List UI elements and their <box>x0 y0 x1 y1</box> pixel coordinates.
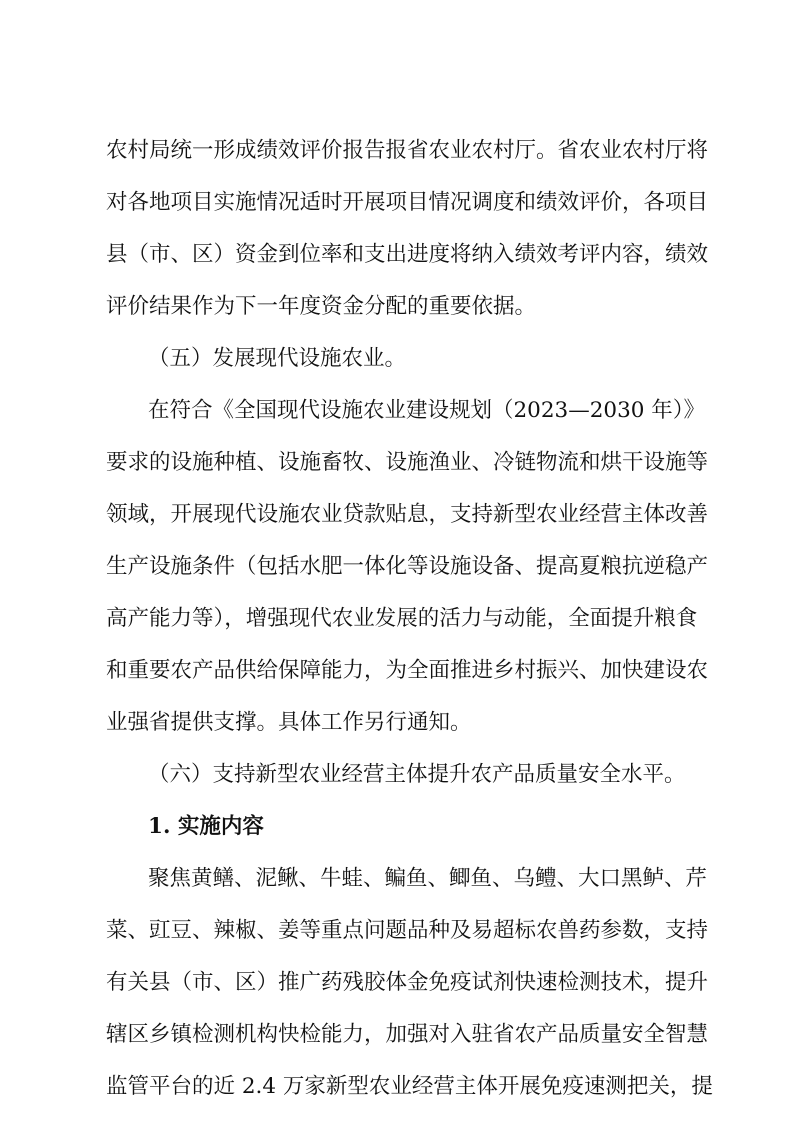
body-text-line: 和重要农产品供给保障能力，为全面推进乡村振兴、加快建设农 <box>106 658 709 683</box>
body-text-line: 对各地项目实施情况适时开展项目情况调度和绩效评价，各项目 <box>106 190 709 215</box>
body-text-line: 要求的设施种植、设施畜牧、设施渔业、冷链物流和烘干设施等 <box>106 450 709 475</box>
body-text-line: 业强省提供支撑。具体工作另行通知。 <box>106 710 472 735</box>
body-text-line: 高产能力等），增强现代农业发展的活力与动能，全面提升粮食 <box>106 606 698 631</box>
body-text-line: 领域，开展现代设施农业贷款贴息，支持新型农业经营主体改善 <box>106 502 709 527</box>
body-text-line: 评价结果作为下一年度资金分配的重要依据。 <box>106 294 537 319</box>
body-text-line: 生产设施条件（包括水肥一体化等设施设备、提高夏粮抗逆稳产 <box>106 554 709 579</box>
body-text-line: 农村局统一形成绩效评价报告报省农业农村厅。省农业农村厅将 <box>106 138 709 163</box>
section-heading: （五）发展现代设施农业。 <box>148 346 407 371</box>
body-text-line: 辖区乡镇检测机构快检能力，加强对入驻省农产品质量安全智慧 <box>106 1022 709 1047</box>
subsection-heading: 1. 实施内容 <box>148 814 264 839</box>
body-text-line: 菜、豇豆、辣椒、姜等重点问题品种及易超标农兽药参数，支持 <box>106 918 709 943</box>
body-text-line: 监管平台的近 2.4 万家新型农业经营主体开展免疫速测把关，提 <box>106 1074 713 1099</box>
body-text-line: 聚焦黄鳝、泥鳅、牛蛙、鳊鱼、鲫鱼、乌鳢、大口黑鲈、芹 <box>148 866 708 891</box>
section-heading: （六）支持新型农业经营主体提升农产品质量安全水平。 <box>148 762 686 787</box>
body-text-line: 有关县（市、区）推广药残胶体金免疫试剂快速检测技术，提升 <box>106 970 709 995</box>
body-text-line: 县（市、区）资金到位率和支出进度将纳入绩效考评内容，绩效 <box>106 242 709 267</box>
body-text-line: 在符合《全国现代设施农业建设规划（2023—2030 年）》 <box>148 398 706 423</box>
